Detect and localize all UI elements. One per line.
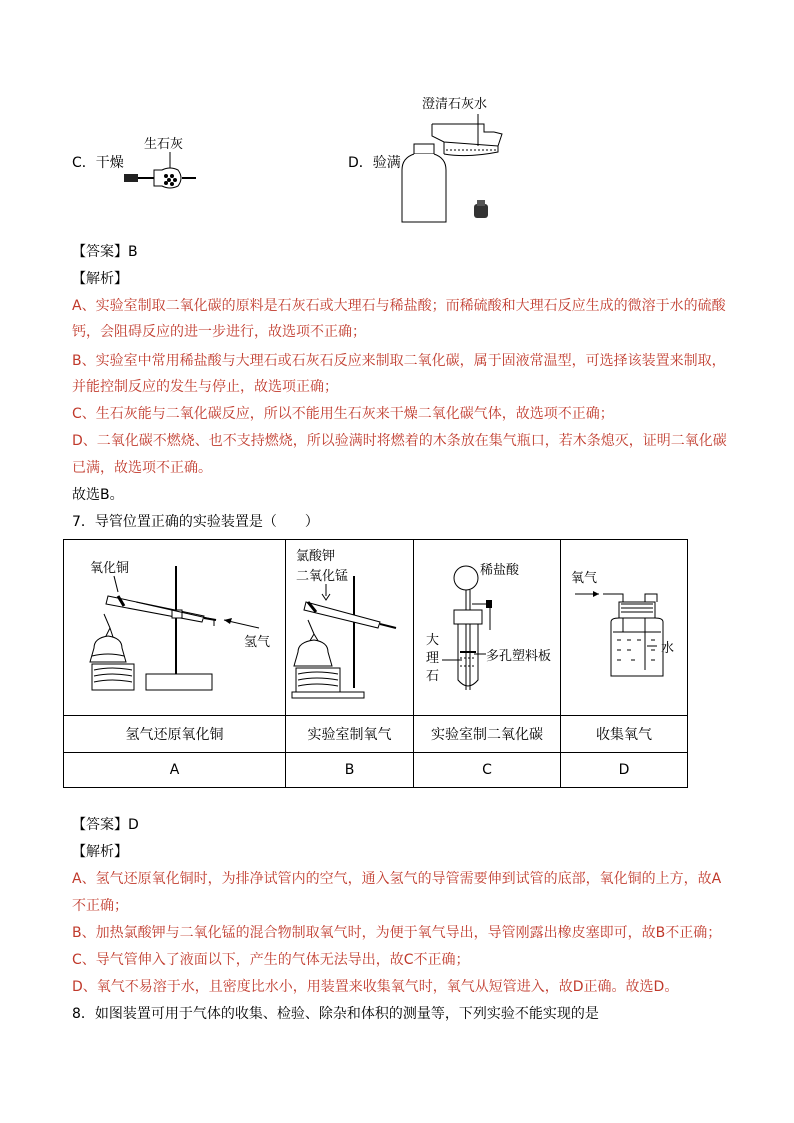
fig-b-oxygen-preparation	[286, 540, 413, 710]
q7-question: 7．导管位置正确的实验装置是（ ）	[72, 514, 319, 530]
q8-question: 8．如图装置可用于气体的收集、检验、除杂和体积的测量等，下列实验不能实现的是	[72, 1006, 599, 1022]
fig-c-solid-char: 大	[426, 633, 440, 648]
q6-explanation-line: 并能控制反应的发生与停止，故选项正确；	[72, 379, 338, 395]
fig-d-cell	[561, 540, 688, 716]
option-d-label: D．验满	[348, 155, 401, 171]
fig-c-acid-label: 稀盐酸	[480, 563, 520, 578]
quicklime-label: 生石灰	[144, 137, 184, 152]
caption-d: 收集氧气	[561, 716, 688, 753]
fig-a-hydrogen-reduction	[64, 540, 285, 710]
drying-tube-figure	[120, 132, 210, 192]
caption-c: 实验室制二氧化碳	[414, 716, 561, 753]
q6-analysis-heading: 【解析】	[72, 271, 128, 287]
fig-a-reagent-label: 氧化铜	[90, 561, 130, 576]
fig-d-oxygen-collection	[561, 540, 687, 710]
q7-explanation-line: A、氢气还原氧化铜时，为排净试管内的空气，通入氢气的导管需要伸到试管的底部，氧化铜的上方，故A	[72, 871, 722, 887]
fig-c-solid-char: 石	[426, 669, 440, 684]
q7-explanation-line: C、导气管伸入了液面以下，产生的气体无法导出，故C不正确；	[72, 952, 470, 968]
q7-explanation-line: 不正确；	[72, 898, 128, 914]
fig-a-gas-label: 氢气	[244, 635, 271, 650]
fig-c-solid-char: 理	[426, 651, 440, 666]
fig-b-reagent-line1: 氯酸钾	[296, 549, 336, 564]
fig-c-plate-label: 多孔塑料板	[486, 649, 552, 664]
fig-d-liquid-label: 水	[661, 641, 675, 656]
fig-d-gas-label: 氧气	[571, 571, 598, 586]
q7-explanation-line: D、氧气不易溶于水，且密度比水小，用装置来收集氧气时，氧气从短管进入，故D正确。故选D。	[72, 979, 679, 995]
q6-conclusion: 故选B。	[72, 487, 124, 503]
q6-explanation-line: 已满，故选项不正确。	[72, 460, 212, 476]
q6-explanation-line: B、实验室中常用稀盐酸与大理石或石灰石反应来制取二氧化碳，属于固液常温型，可选择该装置来制取，	[72, 353, 726, 369]
q7-analysis-heading: 【解析】	[72, 844, 128, 860]
fig-a-cell	[64, 540, 286, 716]
q7-explanation-line: B、加热氯酸钾与二氧化锰的混合物制取氧气时，为便于氧气导出，导管刚露出橡皮塞即可，故B不正确；	[72, 925, 722, 941]
caption-b: 实验室制氧气	[286, 716, 414, 753]
option-letter-d: D	[561, 753, 688, 788]
q6-explanation-line: D、二氧化碳不燃烧、也不支持燃烧，所以验满时将燃着的木条放在集气瓶口，若木条熄灭，证明二氧化碳	[72, 433, 727, 449]
fig-c-co2-preparation	[414, 540, 560, 710]
q6-explanation-line: A、实验室制取二氧化碳的原料是石灰石或大理石与稀盐酸；而稀硫酸和大理石反应生成的微溶于水的硫酸	[72, 298, 726, 314]
verify-full-figure	[398, 92, 508, 227]
q7-apparatus-table	[63, 539, 688, 788]
q6-answer: 【答案】B	[72, 244, 138, 260]
q7-answer: 【答案】D	[72, 817, 139, 833]
fig-c-cell	[414, 540, 561, 716]
fig-b-reagent-line2: 二氧化锰	[296, 569, 349, 584]
fig-b-cell	[286, 540, 414, 716]
option-c-label: C．干燥	[72, 155, 124, 171]
option-letter-a: A	[64, 753, 286, 788]
option-letter-c: C	[414, 753, 561, 788]
limewater-label: 澄清石灰水	[422, 97, 488, 112]
q6-explanation-line: 钙，会阻碍反应的进一步进行，故选项不正确；	[72, 324, 366, 340]
option-letter-b: B	[286, 753, 414, 788]
q6-explanation-line: C、生石灰能与二氧化碳反应，所以不能用生石灰来干燥二氧化碳气体，故选项不正确；	[72, 406, 614, 422]
caption-a: 氢气还原氧化铜	[64, 716, 286, 753]
